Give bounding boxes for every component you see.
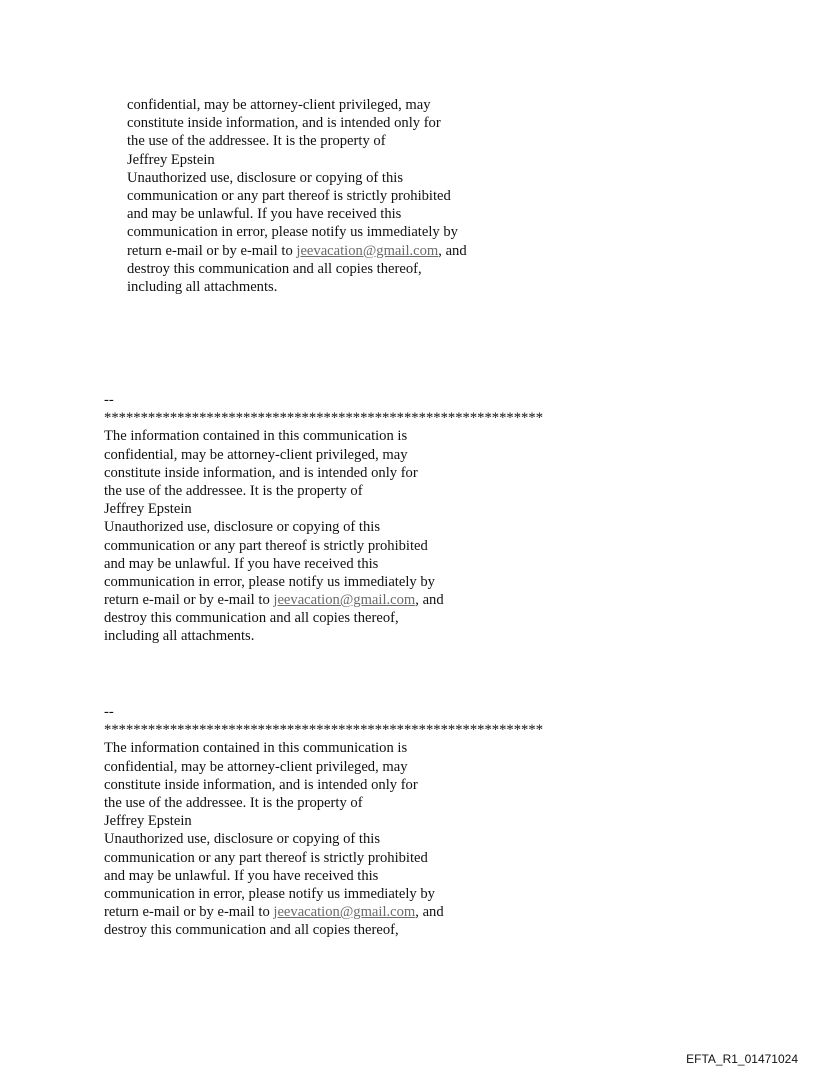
disclaimer-line: the use of the addressee. It is the property of	[104, 482, 363, 499]
disclaimer-block-3	[104, 703, 543, 939]
disclaimer-line: Jeffrey Epstein	[127, 151, 215, 168]
link-line-suffix: , and	[415, 592, 444, 609]
disclaimer-line: Jeffrey Epstein	[104, 813, 192, 830]
signature-separator: --	[104, 392, 114, 408]
disclaimer-line: Jeffrey Epstein	[104, 501, 192, 518]
email-link[interactable]: jeevacation@gmail.com	[273, 592, 416, 609]
disclaimer-link-line	[104, 903, 543, 921]
disclaimer-block-1	[127, 96, 467, 296]
disclaimer-line: communication in error, please notify us immediately by	[104, 573, 435, 590]
disclaimer-line: including all attachments.	[104, 628, 255, 645]
email-link[interactable]: jeevacation@gmail.com	[296, 242, 439, 259]
link-line-prefix: return e-mail or by e-mail to	[104, 592, 274, 609]
disclaimer-line: communication or any part thereof is strictly prohibited	[104, 537, 428, 554]
disclaimer-line: constitute inside information, and is intended only for	[104, 464, 418, 481]
disclaimer-line: destroy this communication and all copies thereof,	[104, 610, 399, 627]
disclaimer-line: and may be unlawful. If you have received this	[104, 555, 379, 572]
disclaimer-link-line	[127, 242, 467, 260]
disclaimer-line: communication or any part thereof is strictly prohibited	[127, 187, 451, 204]
disclaimer-line: communication in error, please notify us immediately by	[127, 224, 458, 241]
signature-separator: --	[104, 704, 114, 720]
link-line-suffix: , and	[415, 904, 444, 921]
disclaimer-line: confidential, may be attorney-client privileged, may	[104, 758, 408, 775]
link-line-suffix: , and	[438, 242, 467, 259]
disclaimer-line: the use of the addressee. It is the property of	[127, 133, 386, 150]
disclaimer-line: Unauthorized use, disclosure or copying of this	[104, 519, 381, 536]
asterisk-divider: ************************************************************	[104, 410, 544, 427]
disclaimer-line: communication in error, please notify us immediately by	[104, 885, 435, 902]
disclaimer-block-2	[104, 391, 543, 646]
link-line-prefix: return e-mail or by e-mail to	[127, 242, 297, 259]
disclaimer-line: constitute inside information, and is intended only for	[127, 115, 441, 132]
disclaimer-line: Unauthorized use, disclosure or copying of this	[127, 169, 404, 186]
disclaimer-line: destroy this communication and all copies thereof,	[127, 260, 422, 277]
disclaimer-line: constitute inside information, and is intended only for	[104, 776, 418, 793]
email-link[interactable]: jeevacation@gmail.com	[273, 904, 416, 921]
disclaimer-line: destroy this communication and all copies thereof,	[104, 922, 399, 939]
disclaimer-line: The information contained in this communication is	[104, 428, 408, 445]
asterisk-divider: ************************************************************	[104, 722, 544, 739]
disclaimer-line: confidential, may be attorney-client privileged, may	[104, 446, 408, 463]
link-line-prefix: return e-mail or by e-mail to	[104, 904, 274, 921]
disclaimer-link-line	[104, 591, 543, 609]
document-id: EFTA_R1_01471024	[686, 1052, 798, 1066]
disclaimer-line: including all attachments.	[127, 278, 278, 295]
disclaimer-line: The information contained in this communication is	[104, 740, 408, 757]
disclaimer-line: communication or any part thereof is strictly prohibited	[104, 849, 428, 866]
disclaimer-line: the use of the addressee. It is the property of	[104, 794, 363, 811]
disclaimer-line: and may be unlawful. If you have received this	[104, 867, 379, 884]
disclaimer-line: confidential, may be attorney-client privileged, may	[127, 97, 431, 113]
disclaimer-line: and may be unlawful. If you have received this	[127, 206, 402, 223]
disclaimer-line: Unauthorized use, disclosure or copying of this	[104, 831, 381, 848]
